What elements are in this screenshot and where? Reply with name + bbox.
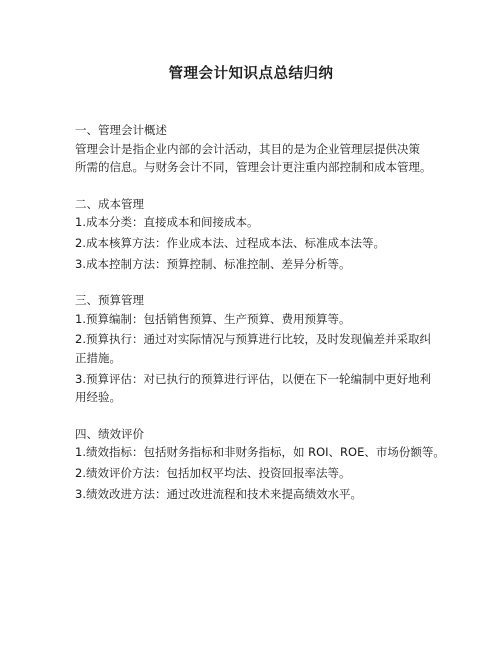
list-item: 3.绩效改进方法：通过改进流程和技术来提高绩效水平。 <box>75 486 362 501</box>
list-item-continuation: 正措施。 <box>75 350 121 365</box>
list-item: 1.成本分类：直接成本和间接成本。 <box>75 215 259 230</box>
section-heading: 二、成本管理 <box>75 196 144 211</box>
list-item: 3.成本控制方法：预算控制、标准控制、差异分析等。 <box>75 256 351 271</box>
section-overview <box>75 121 485 177</box>
document-body <box>75 121 485 505</box>
section-spacer <box>75 275 485 291</box>
paragraph-line: 所需的信息。与财务会计不同，管理会计更注重内部控制和成本管理。 <box>75 160 432 175</box>
section-budget-management <box>75 291 485 407</box>
list-item: 1.预算编制：包括销售预算、生产预算、费用预算等。 <box>75 311 351 326</box>
section-cost-management <box>75 195 485 273</box>
section-heading: 四、绩效评价 <box>75 426 144 441</box>
list-item: 2.成本核算方法：作业成本法、过程成本法、标准成本法等。 <box>75 235 385 250</box>
section-heading: 一、管理会计概述 <box>75 123 167 137</box>
section-heading: 三、预算管理 <box>75 293 144 308</box>
paragraph-line: 管理会计是指企业内部的会计活动，其目的是为企业管理层提供决策 <box>75 141 420 156</box>
list-item: 2.预算执行：通过对实际情况与预算进行比较，及时发现偏差并采取纠 <box>75 332 431 347</box>
section-spacer <box>75 177 485 195</box>
list-item-continuation: 用经验。 <box>75 390 121 405</box>
list-item: 2.绩效评价方法：包括加权平均法、投资回报率法等。 <box>75 465 351 480</box>
document-title: 管理会计知识点总结归纳 <box>168 66 334 82</box>
section-spacer <box>75 409 485 425</box>
list-item: 3.预算评估：对已执行的预算进行评估，以便在下一轮编制中更好地利 <box>75 371 431 386</box>
section-performance-evaluation <box>75 425 485 503</box>
list-item: 1.绩效指标：包括财务指标和非财务指标，如 ROI、ROE、市场份额等。 <box>75 445 445 460</box>
